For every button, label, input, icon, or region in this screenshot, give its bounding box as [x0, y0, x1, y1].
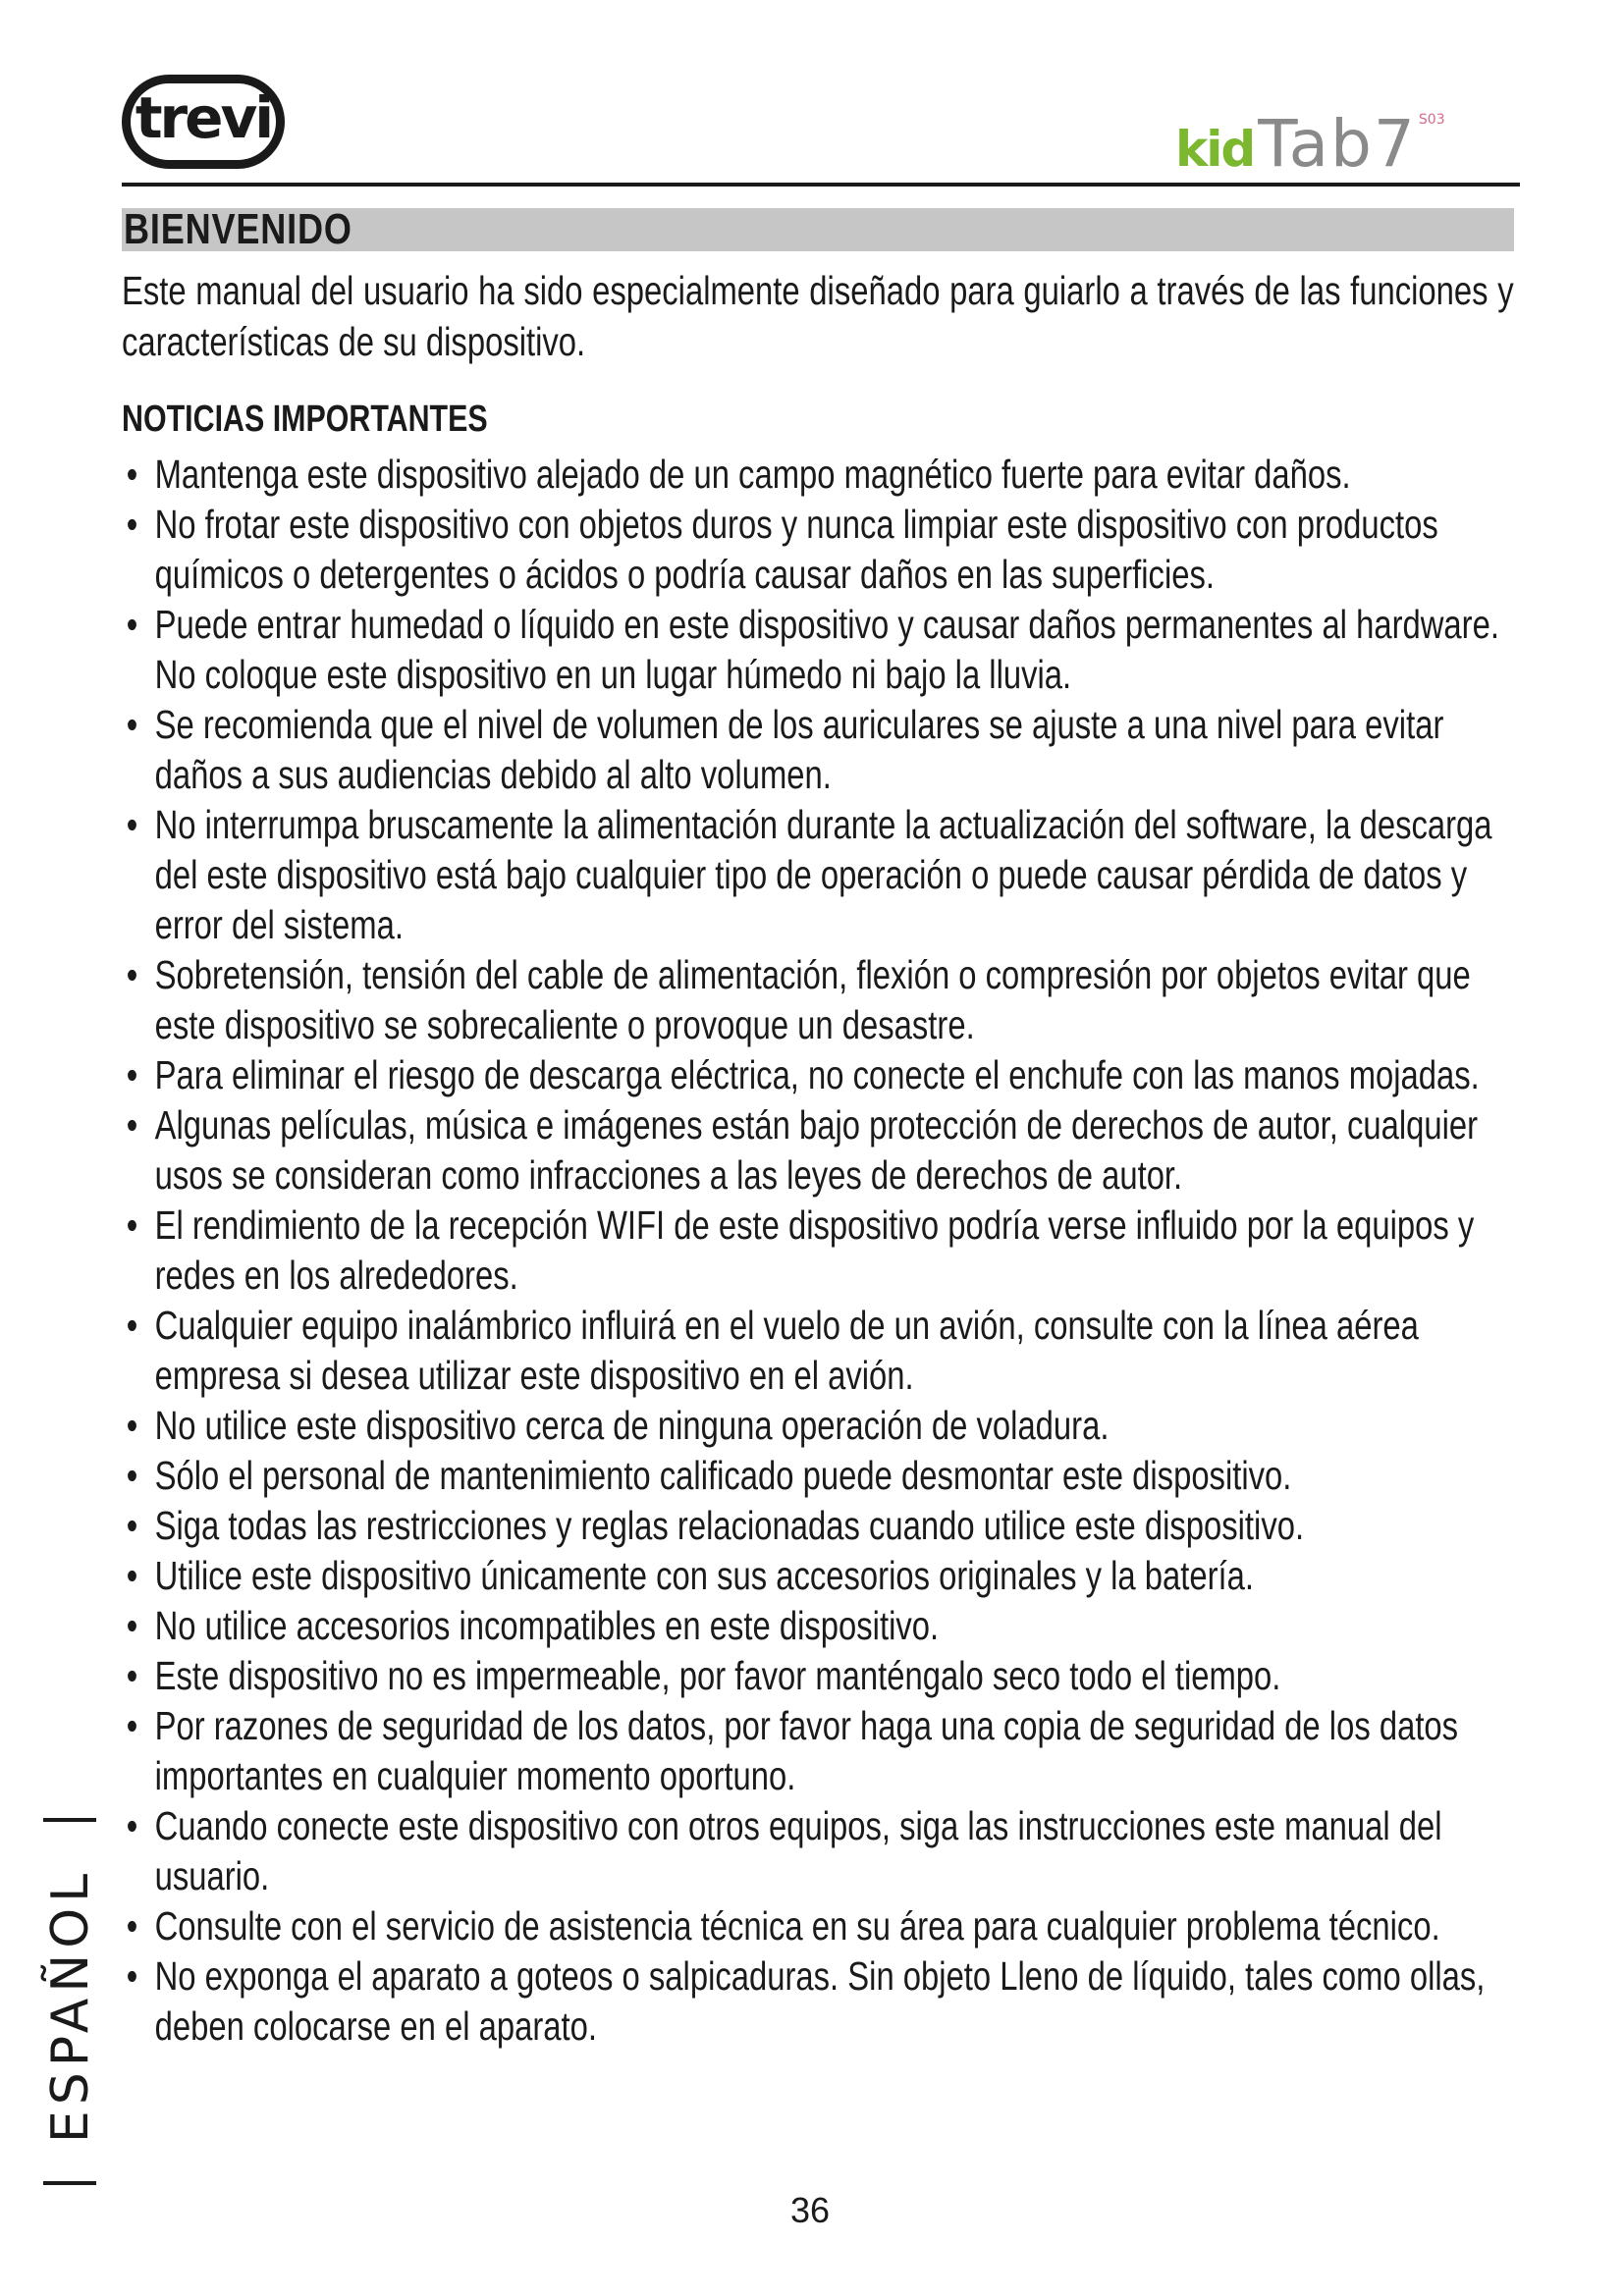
notice-item — [122, 1901, 1520, 1951]
notice-item — [122, 1651, 1520, 1701]
bullet-icon: • — [126, 452, 138, 497]
notice-text: Algunas películas, música e imágenes están bajo protección de derechos de autor, cualquier usos se consideran como infracciones a las leyes de derechos de autor. — [154, 1102, 1479, 1198]
notice-text: Sobretensión, tensión del cable de alimentación, flexión o compresión por objetos evitar que este dispositivo se sobrecaliente o provoque un desastre. — [154, 952, 1471, 1047]
bullet-icon: • — [126, 952, 138, 997]
intro-paragraph: Este manual del usuario ha sido especialmente diseñado para guiarlo a través de las funciones y características de su dispositivo. — [122, 268, 1514, 364]
notice-text: Consulte con el servicio de asistencia técnica en su área para cualquier problema técnico. — [154, 1903, 1440, 1949]
notice-text: Se recomienda que el nivel de volumen de los auriculares se ajuste a una nivel para evitar daños a sus audiencias debido al alto volumen. — [154, 702, 1444, 797]
notice-text: El rendimiento de la recepción WIFI de este dispositivo podría verse influido por la equipos y redes en los alrededores. — [154, 1202, 1475, 1298]
bullet-icon: • — [126, 1803, 138, 1848]
notice-text: Este dispositivo no es impermeable, por favor manténgalo seco todo el tiempo. — [154, 1653, 1281, 1698]
bullet-icon: • — [126, 1603, 138, 1648]
notice-item — [122, 950, 1520, 1050]
bullet-icon: • — [126, 1303, 138, 1348]
bullet-icon: • — [126, 1403, 138, 1448]
notices-heading: NOTICIAS IMPORTANTES — [122, 399, 488, 440]
bullet-icon: • — [126, 1503, 138, 1548]
notice-text: Mantenga este dispositivo alejado de un campo magnético fuerte para evitar daños. — [154, 452, 1351, 497]
notice-text: No utilice accesorios incompatibles en este dispositivo. — [154, 1603, 940, 1648]
bullet-icon: • — [126, 602, 138, 647]
kidtab-logo-model: S03 — [1418, 112, 1445, 128]
bullet-icon: • — [126, 1903, 138, 1949]
bullet-icon: • — [126, 802, 138, 847]
bullet-icon: • — [126, 1102, 138, 1148]
kidtab-logo-kid: kid — [1175, 121, 1255, 178]
notice-text: Cuando conecte este dispositivo con otros equipos, siga las instrucciones este manual del usuario. — [154, 1803, 1442, 1898]
notice-item — [122, 1951, 1520, 2052]
notice-item — [122, 1201, 1520, 1301]
kidtab-logo-tab: Tab7 — [1258, 106, 1417, 182]
notices-list — [122, 450, 1520, 2052]
bullet-icon: • — [126, 702, 138, 747]
notice-text: Utilice este dispositivo únicamente con sus accesorios originales y la batería. — [154, 1553, 1255, 1598]
page-number: 36 — [789, 2190, 831, 2230]
notice-item — [122, 1501, 1520, 1551]
bullet-icon: • — [126, 502, 138, 547]
bullet-icon: • — [126, 1453, 138, 1498]
notice-text: No exponga el aparato a goteos o salpicaduras. Sin objeto Lleno de líquido, tales como ollas, deben colocarse en el aparato. — [154, 1953, 1486, 2049]
notice-item — [122, 1601, 1520, 1651]
bullet-icon: • — [126, 1953, 138, 1999]
notice-text: Siga todas las restricciones y reglas relacionadas cuando utilice este dispositivo. — [154, 1503, 1305, 1548]
bullet-icon: • — [126, 1653, 138, 1698]
notice-item — [122, 1801, 1520, 1901]
bullet-icon: • — [126, 1703, 138, 1748]
notice-item — [122, 500, 1520, 600]
notice-text: No frotar este dispositivo con objetos duros y nunca limpiar este dispositivo con productos químicos o detergentes o ácidos o podría causar daños en las superficies. — [154, 502, 1438, 597]
notice-text: Para eliminar el riesgo de descarga eléctrica, no conecte el enchufe con las manos mojadas. — [154, 1052, 1480, 1097]
side-divider-bottom — [43, 2181, 96, 2185]
notice-item — [122, 450, 1520, 500]
notice-text: No interrumpa bruscamente la alimentación durante la actualización del software, la descarga del este dispositivo está bajo cualquier tipo de operación o puede causar pérdida de datos y error del sistema. — [154, 802, 1492, 947]
title-band — [122, 205, 1514, 253]
language-side-label: ESPAÑOL — [41, 1867, 100, 2144]
notice-text: Cualquier equipo inalámbrico influirá en el vuelo de un avión, consulte con la línea aérea empresa si desea utilizar este dispositivo en el avión. — [154, 1303, 1419, 1398]
notice-item — [122, 1301, 1520, 1401]
kidtab-logo — [1175, 106, 1519, 182]
notice-text: Puede entrar humedad o líquido en este dispositivo y causar daños permanentes al hardware. No coloque este dispositivo en un lugar húmedo ni bajo la lluvia. — [154, 602, 1499, 697]
notice-item — [122, 600, 1520, 700]
bullet-icon: • — [126, 1202, 138, 1248]
notice-item — [122, 1401, 1520, 1451]
notice-item — [122, 1050, 1520, 1100]
notice-text: Sólo el personal de mantenimiento calificado puede desmontar este dispositivo. — [154, 1453, 1292, 1498]
notice-item — [122, 1451, 1520, 1501]
notice-item — [122, 1701, 1520, 1801]
notice-text: Por razones de seguridad de los datos, por favor haga una copia de seguridad de los datos importantes en cualquier momento oportuno. — [154, 1703, 1459, 1798]
header-divider — [122, 183, 1520, 187]
notice-item — [122, 1551, 1520, 1601]
notice-text: No utilice este dispositivo cerca de ninguna operación de voladura. — [154, 1403, 1110, 1448]
side-divider-top — [43, 1818, 96, 1822]
bullet-icon: • — [126, 1052, 138, 1097]
trevi-logo-text: trevi — [135, 84, 272, 151]
notice-item — [122, 700, 1520, 800]
notice-item — [122, 1100, 1520, 1201]
bullet-icon: • — [126, 1553, 138, 1598]
trevi-logo — [122, 75, 285, 169]
page-title: BIENVENIDO — [124, 205, 352, 253]
notice-item — [122, 800, 1520, 950]
